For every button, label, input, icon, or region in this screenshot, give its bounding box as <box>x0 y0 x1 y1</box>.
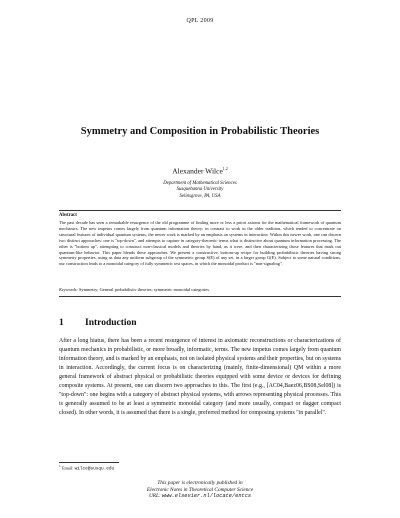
affiliation-city: Selinsgrove, PA, USA <box>179 193 221 199</box>
abstract-heading: Abstract <box>59 213 77 218</box>
footer-line-1: This paper is electronically published in <box>157 480 243 486</box>
author-footnote-marks: 1,2 <box>222 166 228 171</box>
abstract-top-rule <box>59 210 341 211</box>
abstract-bottom-rule <box>59 296 341 297</box>
affiliation-univ: Susquehanna University <box>176 187 224 193</box>
affiliation-dept: Department of Mathematical Sciences <box>163 181 237 186</box>
abstract-text: The past decade has seen a remarkable resurgence of the old programme of finding more or less a priori axioms for the mathematical framework of quantum mechanics. The new impetus comes largely from quantum information theory; in contrast to work in the older tradition, which tended to concentrate on structural features of individual quantum systems, the newer work is marked by an emphasis on systems in interaction. Within this newer work, one can discern two distinct approaches: one is "top-down", and attempts to capture in category-theoretic terms what is distinctive about quantum information processing. The other is "bottom up", attempting to construct non-classical models and theories by hand, as it were, and then characterizing those features that mark out quantum-like behavior. This paper blends these approaches. We present a constructive, bottom-up recipe for building probabilistic theories having strong symmetry properties, using as data any uniform subgroup of the symmetric group S(E) of any set, in a larger group G(E). Subject to some natural conditions, our construction leads to a monoidal category of fully symmetric test spaces, in which the monoidal product is "non-signaling". <box>59 220 341 267</box>
section-number: 1 <box>59 318 64 328</box>
footnote-label: Email: <box>61 465 74 471</box>
footer-line-3 <box>0 493 400 500</box>
footnote-rule <box>59 462 119 463</box>
footnote-email[interactable]: wilce@susqu.edu <box>74 466 115 472</box>
affiliation <box>0 181 400 200</box>
keywords-text: Symmetry; General probabilistic theories; symmetric monoidal categories <box>77 287 209 292</box>
author-line <box>0 166 400 176</box>
footer-line-2: Electronic Notes in Theoretical Computer Science <box>146 486 254 493</box>
keywords <box>59 287 341 292</box>
venue-header: QPL 2009 <box>186 18 214 24</box>
body-paragraph: After a long hiatus, there has been a recent resurgence of interest in axiomatic reconstructions or characterizations of quantum mechanics in probabilistic, or more broadly, informatic, terms. The new impetus comes largely from quantum information theory, and is marked by an emphasis, not on isolated physical systems and their properties, but on systems in interaction. Accordingly, the current focus is on characterizing (mainly, finite-dimensional) QM within a more general framework of abstract physical or probabilistic theories equipped with some device or devices for defining composite systems. At present, one can discern two approaches to this. The first (e.g., [AC04,Baez06,BS08,Sel08]) is "top-down": one begins with a category of abstract physical systems, with arrows representing physical processes. This is generally assumed to be at least a symmetric monoidal category (and more usually, compact or dagger compact closed). In other words, it is assumed that there is a single, preferred method for composing systems "in parallel". <box>59 338 341 416</box>
author-name: Alexander Wilce <box>172 166 223 176</box>
keywords-label: Keywords: <box>59 287 78 292</box>
section-heading <box>59 318 137 328</box>
footnote-mark: 1 <box>59 464 61 468</box>
footer-url[interactable]: www.elsevier.nl/locate/entcs <box>162 493 252 500</box>
section-title: Introduction <box>85 318 137 328</box>
paper-title: Symmetry and Composition in Probabilistic Theories <box>80 126 320 137</box>
footnote <box>59 464 114 471</box>
footer-url-label: URL: <box>148 493 161 500</box>
publication-footer <box>0 480 400 500</box>
